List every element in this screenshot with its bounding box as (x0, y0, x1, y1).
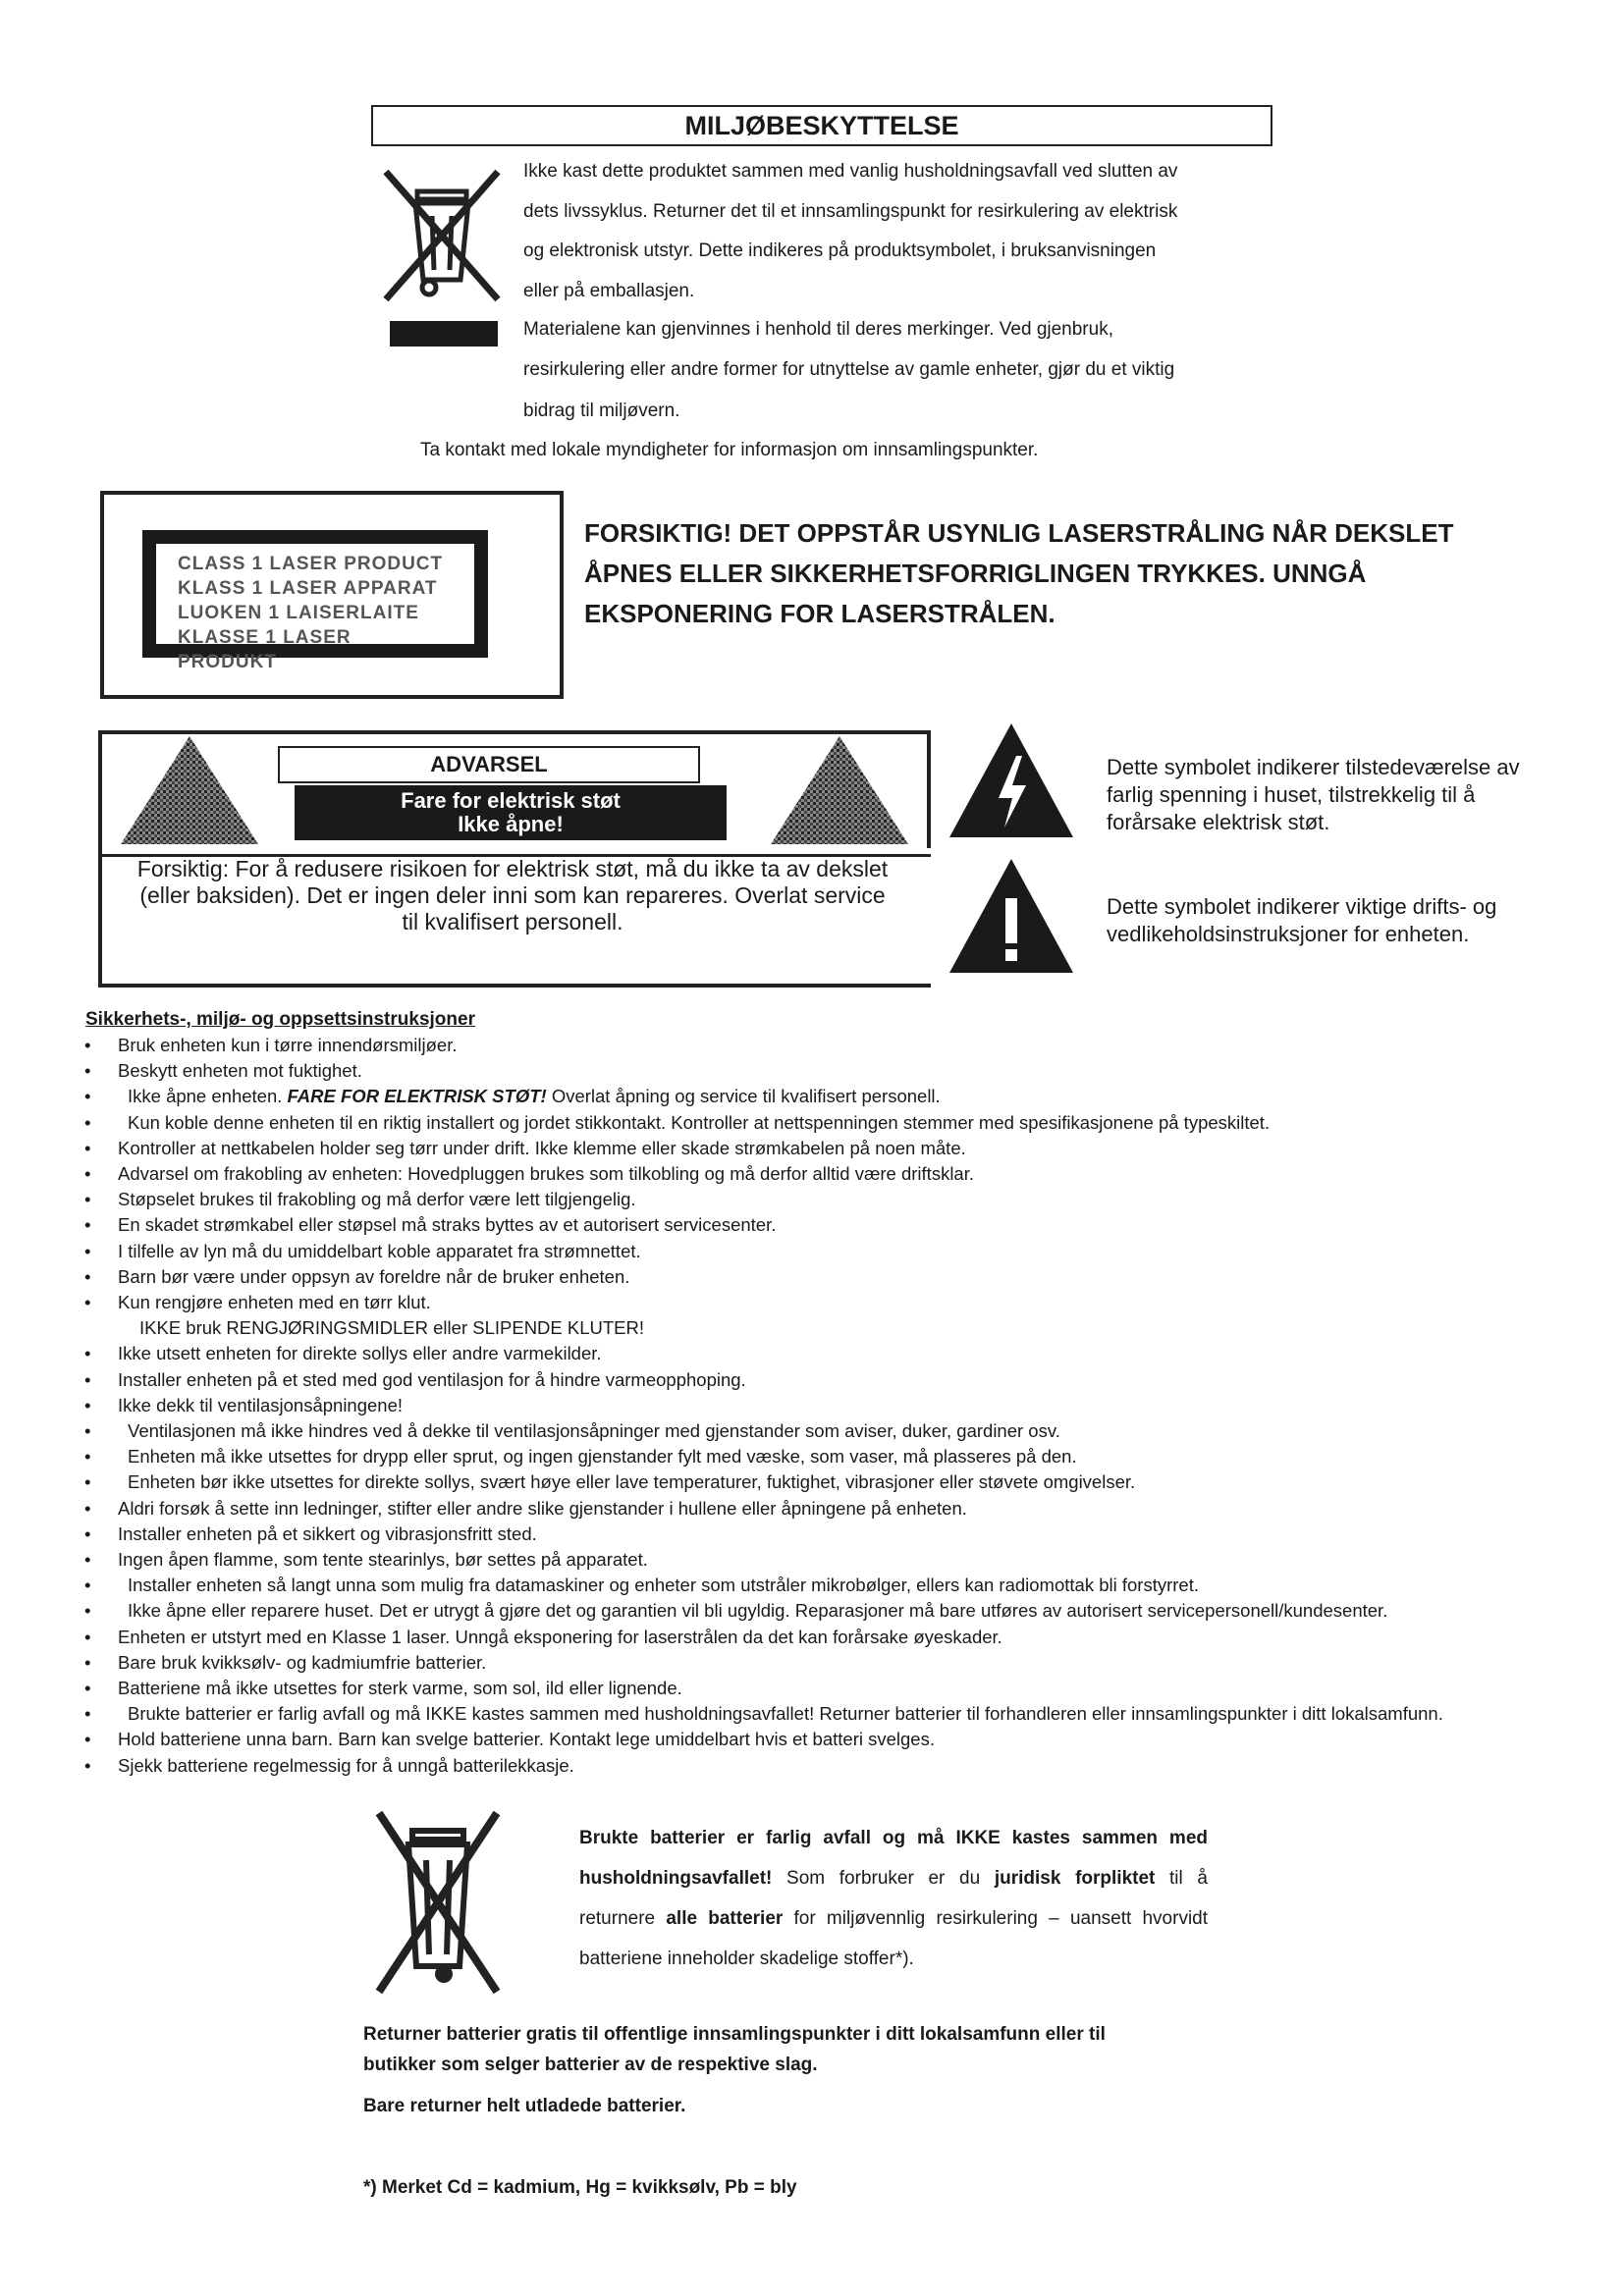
list-item: • Støpselet brukes til frakobling og må derfor være lett tilgjengelig. (84, 1187, 1557, 1212)
battery-notice (579, 1818, 1208, 1979)
laser-label-line: LUOKEN 1 LAISERLAITE (178, 603, 419, 623)
list-item: • Installer enheten på et sted med god ventilasjon for å hindre varmeopphoping. (84, 1367, 1557, 1393)
list-item: • Brukte batterier er farlig avfall og må IKKE kastes sammen med husholdningsavfallet! Returner batterier til forhandleren eller innsamlingspunkter i ditt lokalsamfunn. (84, 1701, 1571, 1727)
environment-line: eller på emballasjen. (523, 281, 695, 301)
environment-line: Ikke kast dette produktet sammen med vanlig husholdningsavfall ved slutten av (523, 161, 1178, 182)
list-item: • Ingen åpen flamme, som tente stearinlys, bør settes på apparatet. (84, 1547, 1557, 1573)
crossed-bin-icon (378, 162, 506, 353)
list-item: • Ikke dekk til ventilasjonsåpningene! (84, 1393, 1557, 1418)
list-item: • Beskytt enheten mot fuktighet. (84, 1058, 1557, 1084)
footnote: *) Merket Cd = kadmium, Hg = kvikksølv, Pb = bly (363, 2177, 797, 2198)
battery-notice-text: til å returnere (579, 1868, 1208, 1929)
advarsel-text-line: (eller baksiden). Det er ingen deler inni som kan repareres. Overlat service (139, 882, 886, 908)
list-item: • Installer enheten så langt unna som mulig fra datamaskiner og enheter som utstråler mikrobølger, ellers kan radiomottak bli forstyrret. (84, 1573, 1557, 1598)
laser-warning-line: ÅPNES ELLER SIKKERHETSFORRIGLINGEN TRYKKES. UNNGÅ (584, 559, 1367, 588)
instructions-list (84, 1033, 1557, 1779)
list-item: • Ventilasjonen må ikke hindres ved å dekke til ventilasjonsåpninger med gjenstander som aviser, duker, gardiner osv. (84, 1418, 1557, 1444)
list-item: • Enheten bør ikke utsettes for direkte sollys, svært høye eller lave temperaturer, fuktighet, vibrasjoner eller støvete omgivelser. (84, 1469, 1557, 1495)
battery-notice-text: Som forbruker er du (786, 1868, 981, 1889)
list-item: • Sjekk batteriene regelmessig for å unngå batterilekkasje. (84, 1753, 1557, 1779)
list-item: • Aldri forsøk å sette inn ledninger, stifter eller andre slike gjenstander i hullene eller åpningene på enheten. (84, 1496, 1557, 1522)
list-item: • Hold batteriene unna barn. Barn kan svelge batterier. Kontakt lege umiddelbart hvis et batteri svelges. (84, 1727, 1557, 1752)
environment-line: og elektronisk utstyr. Dette indikeres på produktsymbolet, i bruksanvisningen (523, 240, 1157, 261)
battery-return-line: Returner batterier gratis til offentlige innsamlingspunkter i ditt lokalsamfunn eller til (363, 2024, 1106, 2045)
laser-label-line: CLASS 1 LASER PRODUCT (178, 554, 444, 574)
laser-label-text (156, 544, 474, 672)
environment-line: resirkulering eller andre former for utnyttelse av gamle enheter, gjør du et viktig (523, 359, 1175, 380)
environment-line: bidrag til miljøvern. (523, 400, 680, 421)
list-item: • Kun rengjøre enheten med en tørr klut. (84, 1290, 1557, 1315)
list-item: • Batteriene må ikke utsettes for sterk varme, som sol, ild eller lignende. (84, 1676, 1557, 1701)
exclamation-symbol-description: Dette symbolet indikerer viktige drifts- og vedlikeholdsinstruksjoner for enheten. (1107, 894, 1497, 946)
list-item: • Ikke utsett enheten for direkte sollys eller andre varmekilder. (84, 1341, 1557, 1366)
battery-return-line: butikker som selger batterier av de respektive slag. (363, 2055, 818, 2075)
laser-label-line: KLASS 1 LASER APPARAT (178, 578, 438, 599)
lightning-warning-icon (947, 721, 1075, 839)
warning-triangle-icon (116, 731, 263, 849)
list-item: IKKE bruk RENGJØRINGSMIDLER eller SLIPENDE KLUTER! (139, 1317, 645, 1339)
list-item-text: Overlat åpning og service til kvalifisert personell. (551, 1086, 941, 1107)
exclamation-warning-icon (947, 857, 1075, 975)
advarsel-shock-line: Fare for elektrisk støt (401, 788, 621, 813)
advarsel-text-line: til kvalifisert personell. (402, 909, 623, 934)
advarsel-shock-warning (295, 785, 727, 840)
laser-warning-line: FORSIKTIG! DET OPPSTÅR USYNLIG LASERSTRÅLING NÅR DEKSLET (584, 518, 1454, 548)
laser-warning-line: EKSPONERING FOR LASERSTRÅLEN. (584, 599, 1056, 628)
list-item: • Kontroller at nettkabelen holder seg tørr under drift. Ikke klemme eller skade strømkabelen på noen måte. (84, 1136, 1557, 1161)
battery-notice-bold: Brukte batterier er farlig avfall og må IKKE kastes sammen med husholdningsavfallet! (579, 1828, 1208, 1889)
list-item: • Kun koble denne enheten til en riktig installert og jordet stikkontakt. Kontroller at nettspenningen stemmer med spesifikasjonene på typeskiltet. (84, 1110, 1557, 1136)
battery-notice-bold: alle batterier (666, 1908, 784, 1929)
environment-contact: Ta kontakt med lokale myndigheter for informasjon om innsamlingspunkter. (420, 440, 1039, 460)
list-item: • Enheten må ikke utsettes for drypp eller sprut, og ingen gjenstander fylt med væske, som vaser, må plasseres på den. (84, 1444, 1557, 1469)
warning-triangle-icon (766, 731, 913, 849)
list-item-text: Ikke åpne enheten. (128, 1086, 283, 1107)
advarsel-text (110, 856, 915, 935)
advarsel-text-line: Forsiktig: For å redusere risikoen for elektrisk støt, må du ikke ta av dekslet (136, 856, 889, 881)
battery-notice-text: for miljøvennlig resirkulering – uansett hvorvidt batteriene inneholder skadelige stoffer*). (579, 1908, 1209, 1969)
laser-label-line: KLASSE 1 LASER PRODUKT (178, 627, 352, 672)
list-item: • En skadet strømkabel eller støpsel må straks byttes av et autorisert servicesenter. (84, 1212, 1557, 1238)
laser-class-label (142, 530, 488, 672)
list-item: • Enheten er utstyrt med en Klasse 1 laser. Unngå eksponering for laserstrålen da det kan forårsake øyeskader. (84, 1625, 1557, 1650)
advarsel-panel-edge (927, 730, 931, 848)
instructions-title: Sikkerhets-, miljø- og oppsettsinstruksjoner (85, 1009, 475, 1030)
laser-warning (584, 513, 1527, 634)
list-item: • Bruk enheten kun i tørre innendørsmiljøer. (84, 1033, 1557, 1058)
list-item: • Ikke åpne eller reparere huset. Det er utrygt å gjøre det og garantien vil bli ugyldig. Reparasjoner må bare utføres av autorisert servicepersonell/kundesenter. (84, 1598, 1557, 1624)
list-item (84, 1084, 1557, 1109)
environment-line: Materialene kan gjenvinnes i henhold til deres merkinger. Ved gjenbruk, (523, 319, 1113, 340)
list-item: • Advarsel om frakobling av enheten: Hovedpluggen brukes som tilkobling og må derfor alltid være driftsklar. (84, 1161, 1557, 1187)
lightning-symbol-description: Dette symbolet indikerer tilstedeværelse av farlig spenning i huset, tilstrekkelig til å forårsake elektrisk støt. (1107, 755, 1520, 834)
list-item: • Barn bør være under oppsyn av foreldre når de bruker enheten. (84, 1264, 1557, 1290)
list-item: • Installer enheten på et sikkert og vibrasjonsfritt sted. (84, 1522, 1557, 1547)
environment-line: dets livssyklus. Returner det til et innsamlingspunkt for resirkulering av elektrisk (523, 201, 1178, 222)
shock-emphasis: FARE FOR ELEKTRISK STØT! (287, 1086, 547, 1107)
battery-return-line: Bare returner helt utladede batterier. (363, 2096, 686, 2116)
list-item: • I tilfelle av lyn må du umiddelbart koble apparatet fra strømnettet. (84, 1239, 1557, 1264)
advarsel-shock-line: Ikke åpne! (458, 812, 564, 836)
environment-title: MILJØBESKYTTELSE (371, 105, 1272, 146)
list-item: • Bare bruk kvikksølv- og kadmiumfrie batterier. (84, 1650, 1557, 1676)
battery-notice-bold: juridisk forpliktet (994, 1868, 1156, 1889)
crossed-battery-bin-icon (375, 1809, 501, 1996)
advarsel-title: ADVARSEL (278, 746, 700, 783)
